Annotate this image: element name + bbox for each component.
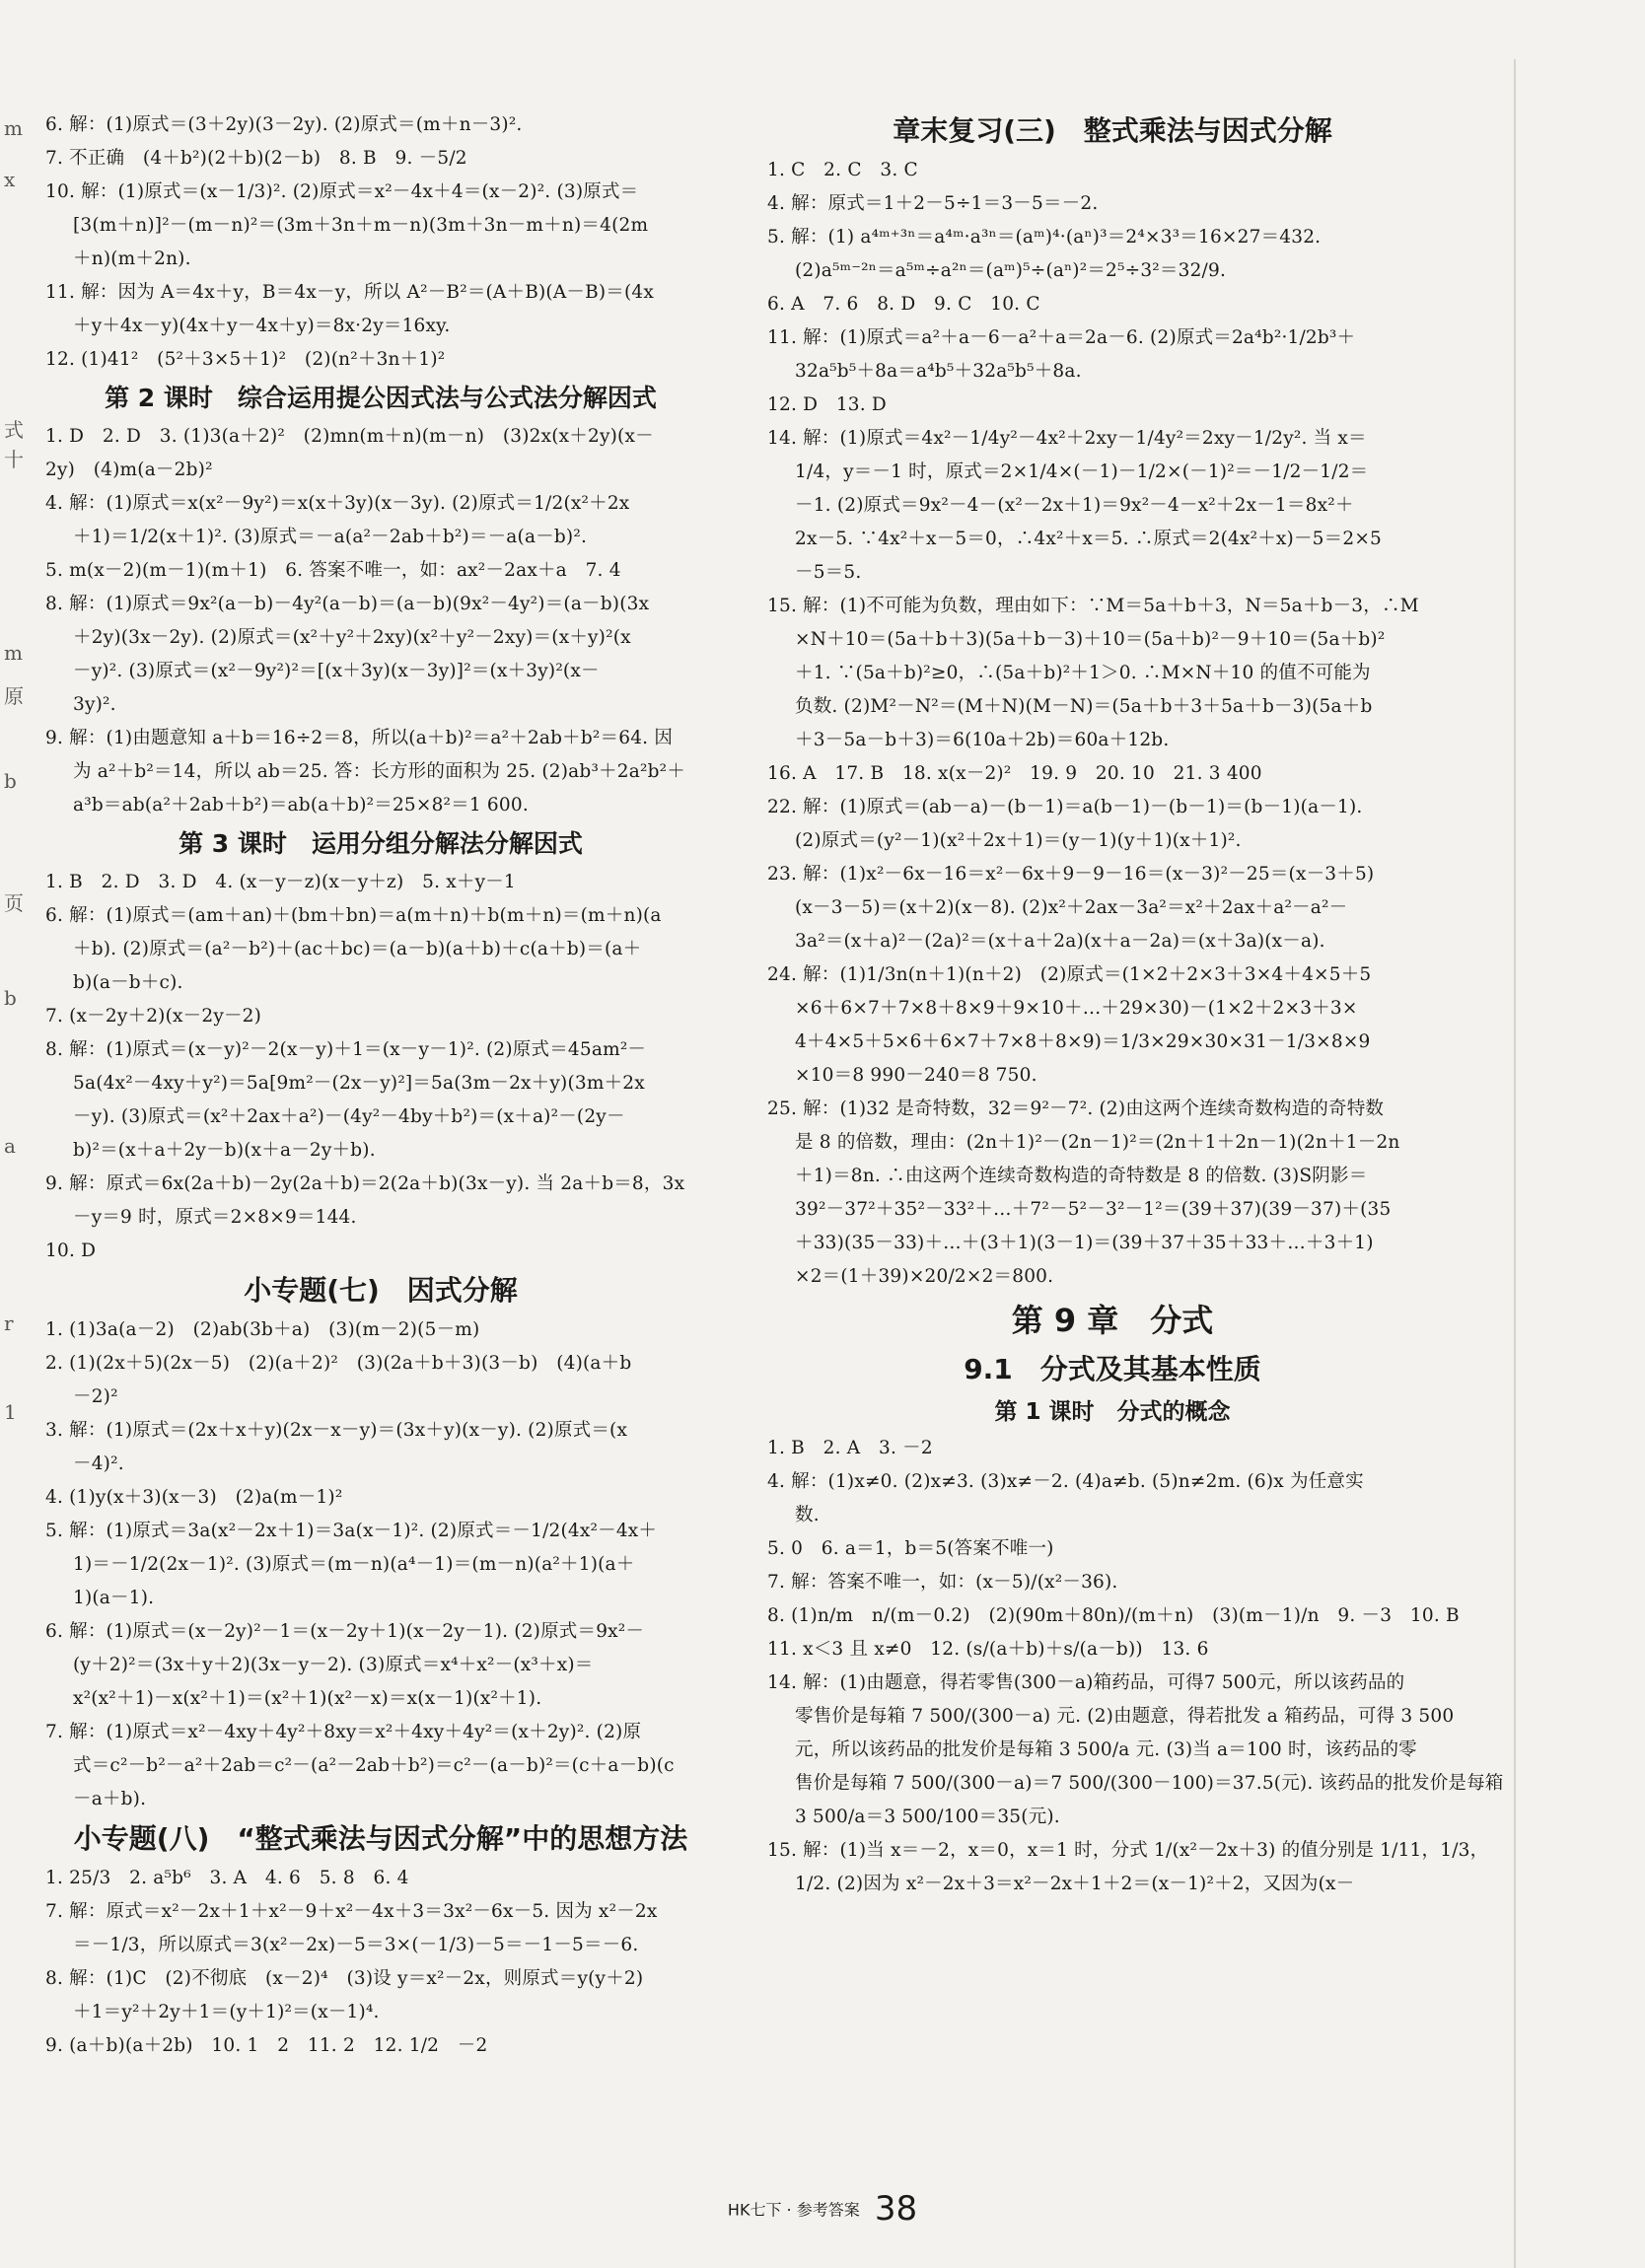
answer-line: 7. 不正确 (4＋b²)(2＋b)(2－b) 8. B 9. －5/2 <box>45 148 467 169</box>
answer-line: ＋1＝y²＋2y＋1＝(y＋1)²＝(x－1)⁴. <box>73 2002 380 2022</box>
answer-line: 5. 0 6. a＝1，b＝5(答案不唯一) <box>767 1538 1054 1559</box>
answer-line: 售价是每箱 7 500/(300－a)＝7 500/(300－100)＝37.5(元). 该药品的批发价是每箱 <box>795 1773 1504 1794</box>
answer-line: 5. 解：(1) a⁴ᵐ⁺³ⁿ＝a⁴ᵐ·a³ⁿ＝(aᵐ)⁴·(aⁿ)³＝2⁴×3³＝16×27＝432. <box>767 227 1322 248</box>
answer-line: 9. 解：(1)由题意知 a＋b＝16÷2＝8，所以(a＋b)²＝a²＋2ab＋b²＝64. 因 <box>45 728 674 748</box>
answer-line: 1/4，y＝－1 时，原式＝2×1/4×(－1)－1/2×(－1)²＝－1/2－1/2＝ <box>795 461 1369 482</box>
answer-line: 元，所以该药品的批发价是每箱 3 500/a 元. (3)当 a＝100 时，该药品的零 <box>795 1739 1417 1760</box>
answer-line: ＋y＋4x－y)(4x＋y－4x＋y)＝8x·2y＝16xy. <box>73 316 451 336</box>
answer-line: [3(m＋n)]²－(m－n)²＝(3m＋3n＋m－n)(3m＋3n－m＋n)＝4(2m <box>73 215 649 236</box>
answer-line: 6. 解：(1)原式＝(3＋2y)(3－2y). (2)原式＝(m＋n－3)². <box>45 114 523 135</box>
section-heading: 小专题(七) 因式分解 <box>244 1274 518 1307</box>
answer-line: 零售价是每箱 7 500/(300－a) 元. (2)由题意，得若批发 a 箱药品，可得 3 500 <box>795 1706 1455 1727</box>
answer-line: 2y) (4)m(a－2b)² <box>45 460 213 480</box>
right-column <box>767 108 1504 1901</box>
margin-glyph: 十 <box>4 448 24 471</box>
answer-line: (y＋2)²＝(3x＋y＋2)(3x－y－2). (3)原式＝x⁴＋x²－(x³＋x)＝ <box>73 1655 594 1675</box>
answer-line: ＋1)＝8n. ∴由这两个连续奇数构造的奇特数是 8 的倍数. (3)S阴影＝ <box>795 1166 1368 1186</box>
answer-line: b)(a－b＋c). <box>73 972 183 993</box>
section-heading: 9.1 分式及其基本性质 <box>964 1353 1261 1385</box>
answer-line: 1. B 2. A 3. －2 <box>767 1438 933 1458</box>
answer-line: 2. (1)(2x＋5)(2x－5) (2)(a＋2)² (3)(2a＋b＋3)(3－b) (4)(a＋b <box>45 1353 632 1374</box>
answer-line: ×6＋6×7＋7×8＋8×9＋9×10＋…＋29×30)－(1×2＋2×3＋3× <box>795 998 1358 1019</box>
answer-line: ＋b). (2)原式＝(a²－b²)＋(ac＋bc)＝(a－b)(a＋b)＋c(a＋b)＝(a＋ <box>73 939 642 959</box>
answer-line: 1)＝－1/2(2x－1)². (3)原式＝(m－n)(a⁴－1)＝(m－n)(a²＋1)(a＋ <box>73 1554 635 1575</box>
answer-line: 22. 解：(1)原式＝(ab－a)－(b－1)＝a(b－1)－(b－1)＝(b－1)(a－1). <box>767 797 1363 817</box>
answer-line: －y)². (3)原式＝(x²－9y²)²＝[(x＋3y)(x－3y)]²＝(x＋3y)²(x－ <box>73 661 600 681</box>
answer-line: －4)². <box>73 1453 124 1474</box>
answer-line: －y). (3)原式＝(x²＋2ax＋a²)－(4y²－4by＋b²)＝(x＋a)²－(2y－ <box>73 1106 625 1127</box>
answer-line: ＋n)(m＋2n). <box>73 248 191 269</box>
answer-line: 7. 解：答案不唯一，如：(x－5)/(x²－36). <box>767 1572 1118 1593</box>
answer-line: ×N＋10＝(5a＋b＋3)(5a＋b－3)＋10＝(5a＋b)²－9＋10＝(5a＋b)² <box>795 629 1386 650</box>
answer-line: 7. (x－2y＋2)(x－2y－2) <box>45 1006 262 1027</box>
answer-line: ＋33)(35－33)＋…＋(3＋1)(3－1)＝(39＋37＋35＋33＋…＋3＋1) <box>795 1233 1374 1253</box>
answer-line: 4. 解：(1)原式＝x(x²－9y²)＝x(x＋3y)(x－3y). (2)原式＝1/2(x²＋2x <box>45 493 630 514</box>
answer-line: 4. 解：(1)x≠0. (2)x≠3. (3)x≠－2. (4)a≠b. (5)n≠2m. (6)x 为任意实 <box>767 1471 1364 1492</box>
answer-line: a³b＝ab(a²＋2ab＋b²)＝ab(a＋b)²＝25×8²＝1 600. <box>73 795 529 815</box>
answer-line: 4. 解：原式＝1＋2－5÷1＝3－5＝－2. <box>767 193 1099 214</box>
answer-line: 11. x＜3 且 x≠0 12. (s/(a＋b)＋s/(a－b)) 13. 6 <box>767 1639 1209 1660</box>
answer-line: ＝－1/3，所以原式＝3(x²－2x)－5＝3×(－1/3)－5＝－1－5＝－6. <box>73 1935 639 1955</box>
answer-line: 10. 解：(1)原式＝(x－1/3)². (2)原式＝x²－4x＋4＝(x－2)². (3)原式＝ <box>45 181 639 202</box>
answer-line: 16. A 17. B 18. x(x－2)² 19. 9 20. 10 21. 3 400 <box>767 763 1262 784</box>
left-margin-fragments <box>0 0 39 1676</box>
margin-glyph: 1 <box>4 1400 17 1424</box>
margin-glyph: b <box>4 769 17 793</box>
answer-line: 数. <box>795 1505 820 1525</box>
footer-label: HK七下 · 参考答案 <box>727 2200 860 2220</box>
answer-line: 1. D 2. D 3. (1)3(a＋2)² (2)mn(m＋n)(m－n) (3)2x(x＋2y)(x－ <box>45 426 654 447</box>
answer-line: 1. 25/3 2. a⁵b⁶ 3. A 4. 6 5. 8 6. 4 <box>45 1868 409 1888</box>
answer-line: 4. (1)y(x＋3)(x－3) (2)a(m－1)² <box>45 1487 343 1508</box>
answer-line: 1. C 2. C 3. C <box>767 160 918 180</box>
answer-line: (x－3－5)＝(x＋2)(x－8). (2)x²＋2ax－3a²＝x²＋2ax＋a²－a²－ <box>795 897 1348 918</box>
page-footer <box>0 2189 1645 2229</box>
answer-line: ＋1. ∵(5a＋b)²≥0，∴(5a＋b)²＋1＞0. ∴M×N＋10 的值不可能为 <box>795 663 1371 683</box>
answer-line: 6. 解：(1)原式＝(x－2y)²－1＝(x－2y＋1)(x－2y－1). (2)原式＝9x²－ <box>45 1621 645 1642</box>
answer-line: 1. (1)3a(a－2) (2)ab(3b＋a) (3)(m－2)(5－m) <box>45 1319 480 1340</box>
answer-line: 1/2. (2)因为 x²－2x＋3＝x²－2x＋1＋2＝(x－1)²＋2，又因为(x－ <box>795 1874 1355 1894</box>
margin-glyph: x <box>4 168 16 191</box>
answer-line: ＋1)＝1/2(x＋1)². (3)原式＝－a(a²－2ab＋b²)＝－a(a－b)². <box>73 527 588 547</box>
answer-line: 15. 解：(1)当 x＝－2，x＝0，x＝1 时，分式 1/(x²－2x＋3) 的值分别是 1/11，1/3， <box>767 1840 1489 1861</box>
answer-line: ＋2y)(3x－2y). (2)原式＝(x²＋y²＋2xy)(x²＋y²－2xy)＝(x＋y)²(x <box>73 627 631 648</box>
answer-line: 8. 解：(1)原式＝(x－y)²－2(x－y)＋1＝(x－y－1)². (2)原式＝45am²－ <box>45 1039 647 1060</box>
answer-line: 8. 解：(1)C (2)不彻底 (x－2)⁴ (3)设 y＝x²－2x，则原式＝y(y＋2) <box>45 1968 644 1989</box>
answer-line: 9. 解：原式＝6x(2a＋b)－2y(2a＋b)＝2(2a＋b)(3x－y). 当 2a＋b＝8，3x <box>45 1173 685 1194</box>
answer-line: 2x－5. ∵4x²＋x－5＝0，∴4x²＋x＝5. ∴原式＝2(4x²＋x)－5＝2×5 <box>795 529 1382 549</box>
answer-line: －5＝5. <box>795 562 862 583</box>
answer-line: －a＋b). <box>73 1789 147 1809</box>
answer-line: (2)原式＝(y²－1)(x²＋2x＋1)＝(y－1)(y＋1)(x＋1)². <box>795 830 1242 851</box>
answer-line: 15. 解：(1)不可能为负数，理由如下：∵M＝5a＋b＋3，N＝5a＋b－3，∴M <box>767 596 1419 616</box>
answer-line: 14. 解：(1)原式＝4x²－1/4y²－4x²＋2xy－1/4y²＝2xy－1/2y². 当 x＝ <box>767 428 1367 449</box>
answer-line: 12. (1)41² (5²＋3×5＋1)² (2)(n²＋3n＋1)² <box>45 349 446 370</box>
margin-glyph: 原 <box>4 684 24 708</box>
answer-line: －y＝9 时，原式＝2×8×9＝144. <box>73 1207 357 1228</box>
answer-line: (2)a⁵ᵐ⁻²ⁿ＝a⁵ᵐ÷a²ⁿ＝(aᵐ)⁵÷(aⁿ)²＝2⁵÷3²＝32/9. <box>795 260 1227 281</box>
answer-line: 7. 解：原式＝x²－2x＋1＋x²－9＋x²－4x＋3＝3x²－6x－5. 因为 x²－2x <box>45 1901 658 1922</box>
section-heading: 第 3 课时 运用分组分解法分解因式 <box>179 829 583 858</box>
section-heading: 章末复习(三) 整式乘法与因式分解 <box>893 114 1332 147</box>
answer-line: 8. 解：(1)原式＝9x²(a－b)－4y²(a－b)＝(a－b)(9x²－4y²)＝(a－b)(3x <box>45 594 650 614</box>
answer-line: ×10＝8 990－240＝8 750. <box>795 1065 1037 1086</box>
section-heading: 第 9 章 分式 <box>1011 1302 1214 1339</box>
answer-line: 6. 解：(1)原式＝(am＋an)＋(bm＋bn)＝a(m＋n)＋b(m＋n)＝(m＋n)(a <box>45 905 662 926</box>
answer-line: 9. (a＋b)(a＋2b) 10. 1 2 11. 2 12. 1/2 －2 <box>45 2035 488 2056</box>
answer-line: 负数. (2)M²－N²＝(M＋N)(M－N)＝(5a＋b＋3＋5a＋b－3)(5a＋b <box>795 696 1373 717</box>
answer-line: ×2＝(1＋39)×20/2×2＝800. <box>795 1266 1054 1287</box>
margin-glyph: b <box>4 986 17 1010</box>
answer-line: 1)(a－1). <box>73 1588 155 1608</box>
answer-line: 是 8 的倍数，理由：(2n＋1)²－(2n－1)²＝(2n＋1＋2n－1)(2n＋1－2n <box>795 1132 1400 1153</box>
answer-line: 5a(4x²－4xy＋y²)＝5a[9m²－(2x－y)²]＝5a(3m－2x＋y)(3m＋2x <box>73 1073 645 1094</box>
answer-line: 3y)². <box>73 694 116 715</box>
answer-line: 32a⁵b⁵＋8a＝a⁴b⁵＋32a⁵b⁵＋8a. <box>795 361 1082 382</box>
answer-line: 5. m(x－2)(m－1)(m＋1) 6. 答案不唯一，如：ax²－2ax＋a 7. 4 <box>45 560 621 581</box>
answer-line: 25. 解：(1)32 是奇特数，32＝9²－7². (2)由这两个连续奇数构造的奇特数 <box>767 1099 1385 1119</box>
answer-line: 6. A 7. 6 8. D 9. C 10. C <box>767 294 1040 315</box>
page-edge-rule <box>1514 59 1516 2268</box>
answer-line: 11. 解：(1)原式＝a²＋a－6－a²＋a＝2a－6. (2)原式＝2a⁴b²·1/2b³＋ <box>767 327 1356 348</box>
answer-line: 式＝c²－b²－a²＋2ab＝c²－(a²－2ab＋b²)＝c²－(a－b)²＝(c＋a－b)(c <box>73 1755 675 1776</box>
answer-line: －2)² <box>73 1386 118 1407</box>
answer-line: 24. 解：(1)1/3n(n＋1)(n＋2) (2)原式＝(1×2＋2×3＋3×4＋4×5＋5 <box>767 964 1372 985</box>
left-column <box>45 108 716 2063</box>
answer-line: 3 500/a＝3 500/100＝35(元). <box>795 1807 1060 1827</box>
margin-glyph: r <box>4 1311 14 1335</box>
answer-line: 39²－37²＋35²－33²＋…＋7²－5²－3²－1²＝(39＋37)(39－37)＋(35 <box>795 1199 1392 1220</box>
answer-line: 14. 解：(1)由题意，得若零售(300－a)箱药品，可得7 500元，所以该药品的 <box>767 1672 1405 1693</box>
answer-line: 12. D 13. D <box>767 394 887 415</box>
margin-glyph: a <box>4 1134 16 1158</box>
answer-line: 11. 解：因为 A＝4x＋y，B＝4x－y，所以 A²－B²＝(A＋B)(A－B)＝(4x <box>45 282 655 303</box>
answer-line: 8. (1)n/m n/(m－0.2) (2)(90m＋80n)/(m＋n) (3)(m－1)/n 9. －3 10. B <box>767 1605 1460 1626</box>
answer-line: x²(x²＋1)－x(x²＋1)＝(x²＋1)(x²－x)＝x(x－1)(x²＋1). <box>73 1688 542 1709</box>
margin-glyph: m <box>4 116 23 140</box>
answer-line: 23. 解：(1)x²－6x－16＝x²－6x＋9－9－16＝(x－3)²－25＝(x－3＋5) <box>767 864 1375 885</box>
answer-line: 3. 解：(1)原式＝(2x＋x＋y)(2x－x－y)＝(3x＋y)(x－y). (2)原式＝(x <box>45 1420 628 1441</box>
answer-line: 4＋4×5＋5×6＋6×7＋7×8＋8×9)＝1/3×29×30×31－1/3×8×9 <box>795 1031 1371 1052</box>
answer-line: 7. 解：(1)原式＝x²－4xy＋4y²＋8xy＝x²＋4xy＋4y²＝(x＋2y)². (2)原 <box>45 1722 642 1742</box>
margin-glyph: 式 <box>4 418 24 442</box>
margin-glyph: 页 <box>4 891 24 915</box>
answer-line: 3a²＝(x＋a)²－(2a)²＝(x＋a＋2a)(x＋a－2a)＝(x＋3a)(x－a). <box>795 931 1325 952</box>
answer-line: 5. 解：(1)原式＝3a(x²－2x＋1)＝3a(x－1)². (2)原式＝－1/2(4x²－4x＋ <box>45 1521 658 1541</box>
answer-line: b)²＝(x＋a＋2y－b)(x＋a－2y＋b). <box>73 1140 376 1161</box>
answer-line: ＋3－5a－b＋3)＝6(10a＋2b)＝60a＋12b. <box>795 730 1170 750</box>
section-heading: 小专题(八) “整式乘法与因式分解”中的思想方法 <box>73 1822 688 1855</box>
answer-line: 为 a²＋b²＝14，所以 ab＝25. 答：长方形的面积为 25. (2)ab³＋2a²b²＋ <box>73 761 685 782</box>
answer-line: －1. (2)原式＝9x²－4－(x²－2x＋1)＝9x²－4－x²＋2x－1＝8x²＋ <box>795 495 1354 516</box>
section-heading: 第 1 课时 分式的概念 <box>994 1399 1231 1425</box>
margin-glyph: m <box>4 641 23 665</box>
answer-line: 10. D <box>45 1240 97 1261</box>
answer-line: 1. B 2. D 3. D 4. (x－y－z)(x－y＋z) 5. x＋y－1 <box>45 872 516 892</box>
section-heading: 第 2 课时 综合运用提公因式法与公式法分解因式 <box>105 384 657 412</box>
page-number: 38 <box>874 2189 918 2229</box>
